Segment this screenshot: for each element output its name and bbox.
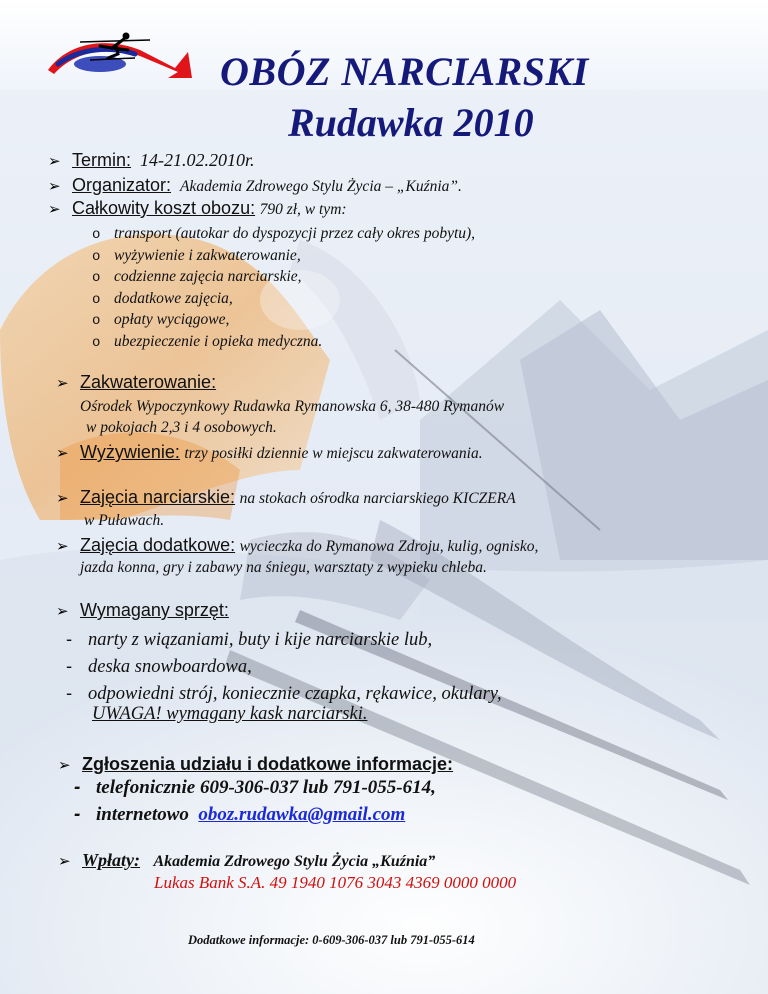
- page-title: OBÓZ NARCIARSKI: [220, 49, 589, 94]
- page-subtitle: Rudawka 2010: [288, 100, 534, 145]
- list-item: o opłaty wyciągowe,: [92, 310, 475, 332]
- list-item: o codzienne zajęcia narciarskie,: [92, 267, 475, 289]
- list-item: o dodatkowe zajęcia,: [92, 289, 475, 311]
- koszt-label: Całkowity koszt obozu:: [72, 198, 256, 218]
- circle-bullet-icon: o: [92, 270, 101, 286]
- skier-logo-icon: [40, 30, 205, 85]
- zakwaterowanie-address: Ośrodek Wypoczynkowy Rudawka Rymanowska 6, 38-480 Rymanów: [80, 398, 505, 415]
- list-item: o ubezpieczenie i opieka medyczna.: [92, 332, 475, 354]
- arrow-bullet-icon: ➢: [48, 152, 61, 170]
- circle-bullet-icon: o: [92, 248, 101, 265]
- list-item: - odpowiedni strój, koniecznie czapka, rękawice, okulary,: [66, 682, 502, 704]
- circle-bullet-icon: o: [92, 291, 101, 308]
- dash-bullet-icon: -: [66, 655, 73, 676]
- zajecia-dodatkowe-value: wycieczka do Rymanowa Zdroju, kulig, ognisko,: [239, 538, 539, 555]
- wplaty-value: Akademia Zdrowego Stylu Życia „Kuźnia”: [153, 853, 436, 870]
- koszt-list: [92, 224, 475, 353]
- termin-value: 14-21.02.2010r.: [140, 150, 255, 170]
- zgloszenia-row: [58, 754, 453, 775]
- bank-account: Lukas Bank S.A. 49 1940 1076 3043 4369 0000 0000: [154, 873, 517, 892]
- list-item: - deska snowboardowa,: [66, 655, 252, 677]
- wyzywienie-row: [56, 442, 483, 463]
- circle-bullet-icon: o: [92, 227, 101, 243]
- zajecia-narciarskie-label: Zajęcia narciarskie:: [80, 487, 236, 507]
- zajecia-narciarskie-row: [56, 487, 516, 508]
- zajecia-dodatkowe-row: [56, 535, 538, 556]
- organizator-value: Akademia Zdrowego Stylu Życia – „Kuźnia”.: [180, 178, 462, 195]
- termin-row: [48, 150, 255, 171]
- koszt-value: 790 zł, w tym:: [259, 201, 347, 218]
- dash-bullet-icon: -: [74, 804, 81, 825]
- zakwaterowanie-label: Zakwaterowanie:: [80, 372, 217, 392]
- organizator-label: Organizator:: [72, 175, 172, 195]
- arrow-bullet-icon: ➢: [48, 177, 61, 195]
- list-item: - narty z wiązaniami, buty i kije narciarskie lub,: [66, 628, 433, 650]
- arrow-bullet-icon: ➢: [56, 489, 69, 507]
- list-item: o wyżywienie i zakwaterowanie,: [92, 246, 475, 268]
- arrow-bullet-icon: ➢: [56, 444, 69, 462]
- zgloszenia-phone: - telefonicznie 609-306-037 lub 791-055-614,: [74, 777, 436, 798]
- sprzet-row: [56, 600, 229, 621]
- arrow-bullet-icon: ➢: [56, 374, 69, 392]
- wyzywienie-value: trzy posiłki dziennie w miejscu zakwaterowania.: [184, 445, 483, 462]
- arrow-bullet-icon: ➢: [56, 602, 69, 620]
- footer-info: Dodatkowe informacje: 0-609-306-037 lub 791-055-614: [188, 933, 475, 947]
- arrow-bullet-icon: ➢: [56, 537, 69, 555]
- wplaty-row: [58, 850, 435, 871]
- zakwaterowanie-rooms: w pokojach 2,3 i 4 osobowych.: [86, 419, 277, 436]
- zajecia-narciarskie-location: w Puławach.: [84, 512, 165, 529]
- wplaty-label: Wpłaty:: [82, 850, 140, 870]
- zajecia-dodatkowe-more: jazda konna, gry i zabawy na śniegu, warsztaty z wypieku chleba.: [80, 559, 487, 576]
- arrow-bullet-icon: ➢: [48, 200, 61, 218]
- email-link[interactable]: oboz.rudawka@gmail.com: [198, 804, 406, 825]
- arrow-bullet-icon: ➢: [58, 756, 71, 774]
- zajecia-dodatkowe-label: Zajęcia dodatkowe:: [80, 535, 236, 555]
- sprzet-list: [66, 626, 502, 707]
- koszt-row: [48, 198, 347, 219]
- dash-bullet-icon: -: [74, 777, 81, 798]
- circle-bullet-icon: o: [92, 313, 101, 329]
- circle-bullet-icon: o: [92, 334, 101, 351]
- zajecia-narciarskie-value: na stokach ośrodka narciarskiego KICZERA: [239, 490, 516, 507]
- sprzet-label: Wymagany sprzęt:: [80, 600, 229, 620]
- list-item: o transport (autokar do dyspozycji przez cały okres pobytu),: [92, 224, 475, 246]
- zakwaterowanie-row: [56, 372, 216, 393]
- zgloszenia-label: Zgłoszenia udziału i dodatkowe informacje:: [82, 754, 454, 774]
- dash-bullet-icon: -: [66, 628, 73, 649]
- helmet-warning: UWAGA! wymagany kask narciarski.: [92, 704, 368, 724]
- termin-label: Termin:: [72, 150, 132, 170]
- zgloszenia-internet: - internetowo oboz.rudawka@gmail.com: [74, 804, 406, 825]
- dash-bullet-icon: -: [66, 682, 73, 703]
- organizator-row: [48, 175, 462, 196]
- arrow-bullet-icon: ➢: [58, 852, 71, 870]
- wyzywienie-label: Wyżywienie:: [80, 442, 180, 462]
